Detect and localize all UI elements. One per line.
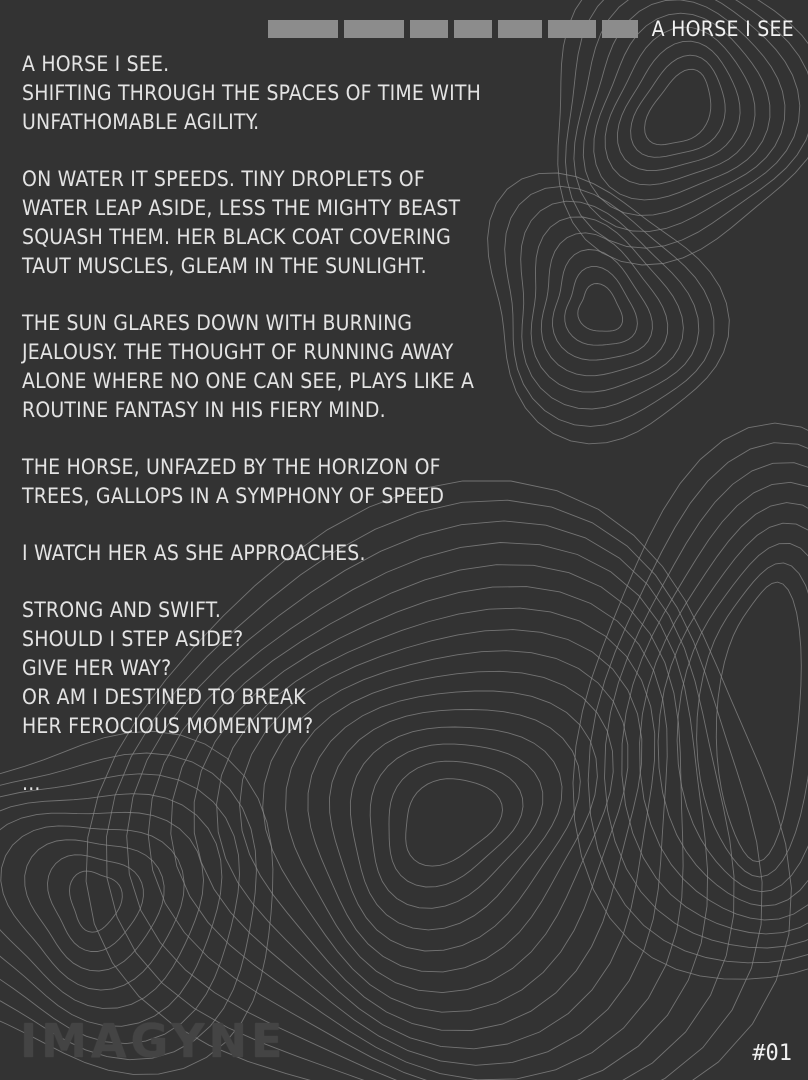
contour-line xyxy=(531,217,683,392)
stanza xyxy=(22,50,482,137)
header-bar-block xyxy=(498,20,542,38)
stanza xyxy=(22,596,482,741)
poem-line: HER FEROCIOUS MOMENTUM? xyxy=(22,714,314,738)
header-bar-block xyxy=(602,20,638,38)
contour-line xyxy=(521,201,699,409)
contour-line xyxy=(0,794,222,1027)
contour-line xyxy=(588,443,808,963)
contour-line xyxy=(573,423,808,979)
poem-line: UNFATHOMABLE AGILITY. xyxy=(22,110,260,134)
page-title: A HORSE I SEE xyxy=(651,17,794,41)
header-bar-block xyxy=(344,20,404,38)
poem-line: THE HORSE, UNFAZED BY THE HORIZON OF xyxy=(22,455,441,479)
contour-line xyxy=(658,523,808,906)
header-bar-block xyxy=(410,20,448,38)
poem-line: TREES, GALLOPS IN A SYMPHONY OF SPEED xyxy=(22,484,445,508)
poem-line: GIVE HER WAY? xyxy=(22,656,172,680)
header-decorative-bar xyxy=(268,19,638,39)
poem-line: SHOULD I STEP ASIDE? xyxy=(22,627,244,651)
poem-line: THE SUN GLARES DOWN WITH BURNING xyxy=(22,311,413,335)
poem-line: JEALOUSY. THE THOUGHT OF RUNNING AWAY xyxy=(22,340,454,364)
contour-line xyxy=(565,267,638,346)
poem-line: ON WATER IT SPEEDS. TINY DROPLETS OF xyxy=(22,167,425,191)
contour-line xyxy=(697,563,808,877)
header-bar-block xyxy=(268,20,338,38)
poem-line: ROUTINE FANTASY IN HIS FIERY MIND. xyxy=(22,398,386,422)
poem-line: SQUASH THEM. HER BLACK COAT COVERING xyxy=(22,225,451,249)
contour-group-top-right xyxy=(488,0,808,444)
contour-line xyxy=(0,774,240,1044)
contour-line xyxy=(1,826,184,990)
stanza xyxy=(22,539,482,568)
stanza xyxy=(22,453,482,511)
poem-ellipsis: ... xyxy=(22,771,41,795)
contour-group-right xyxy=(573,423,808,979)
contour-line xyxy=(578,284,623,332)
poem-line: STRONG AND SWIFT. xyxy=(22,598,222,622)
poem-line: OR AM I DESTINED TO BREAK xyxy=(22,685,306,709)
page-number: #01 xyxy=(752,1041,792,1066)
contour-line xyxy=(645,69,711,145)
page-header xyxy=(268,14,794,44)
header-bar-block xyxy=(548,20,596,38)
contour-line xyxy=(0,812,203,1008)
poem-line: I WATCH HER AS SHE APPROACHES. xyxy=(22,541,366,565)
brand-watermark: IMAGYNE xyxy=(20,1014,287,1068)
contour-line xyxy=(716,582,801,862)
contour-line xyxy=(622,482,808,934)
poem-line: WATER LEAP ASIDE, LESS THE MIGHTY BEAST xyxy=(22,196,461,220)
poem-line: A HORSE I SEE. xyxy=(22,52,170,76)
header-bar-block xyxy=(454,20,492,38)
poem-line: TAUT MUSCLES, GLEAM IN THE SUNLIGHT. xyxy=(22,254,427,278)
contour-line xyxy=(617,41,740,170)
stanza xyxy=(22,309,482,425)
poem-line: ALONE WHERE NO ONE CAN SEE, PLAYS LIKE A xyxy=(22,369,475,393)
poem-line: SHIFTING THROUGH THE SPACES OF TIME WITH xyxy=(22,81,482,105)
poem-body xyxy=(22,50,482,798)
contour-line xyxy=(70,871,123,932)
stanza xyxy=(22,165,482,281)
